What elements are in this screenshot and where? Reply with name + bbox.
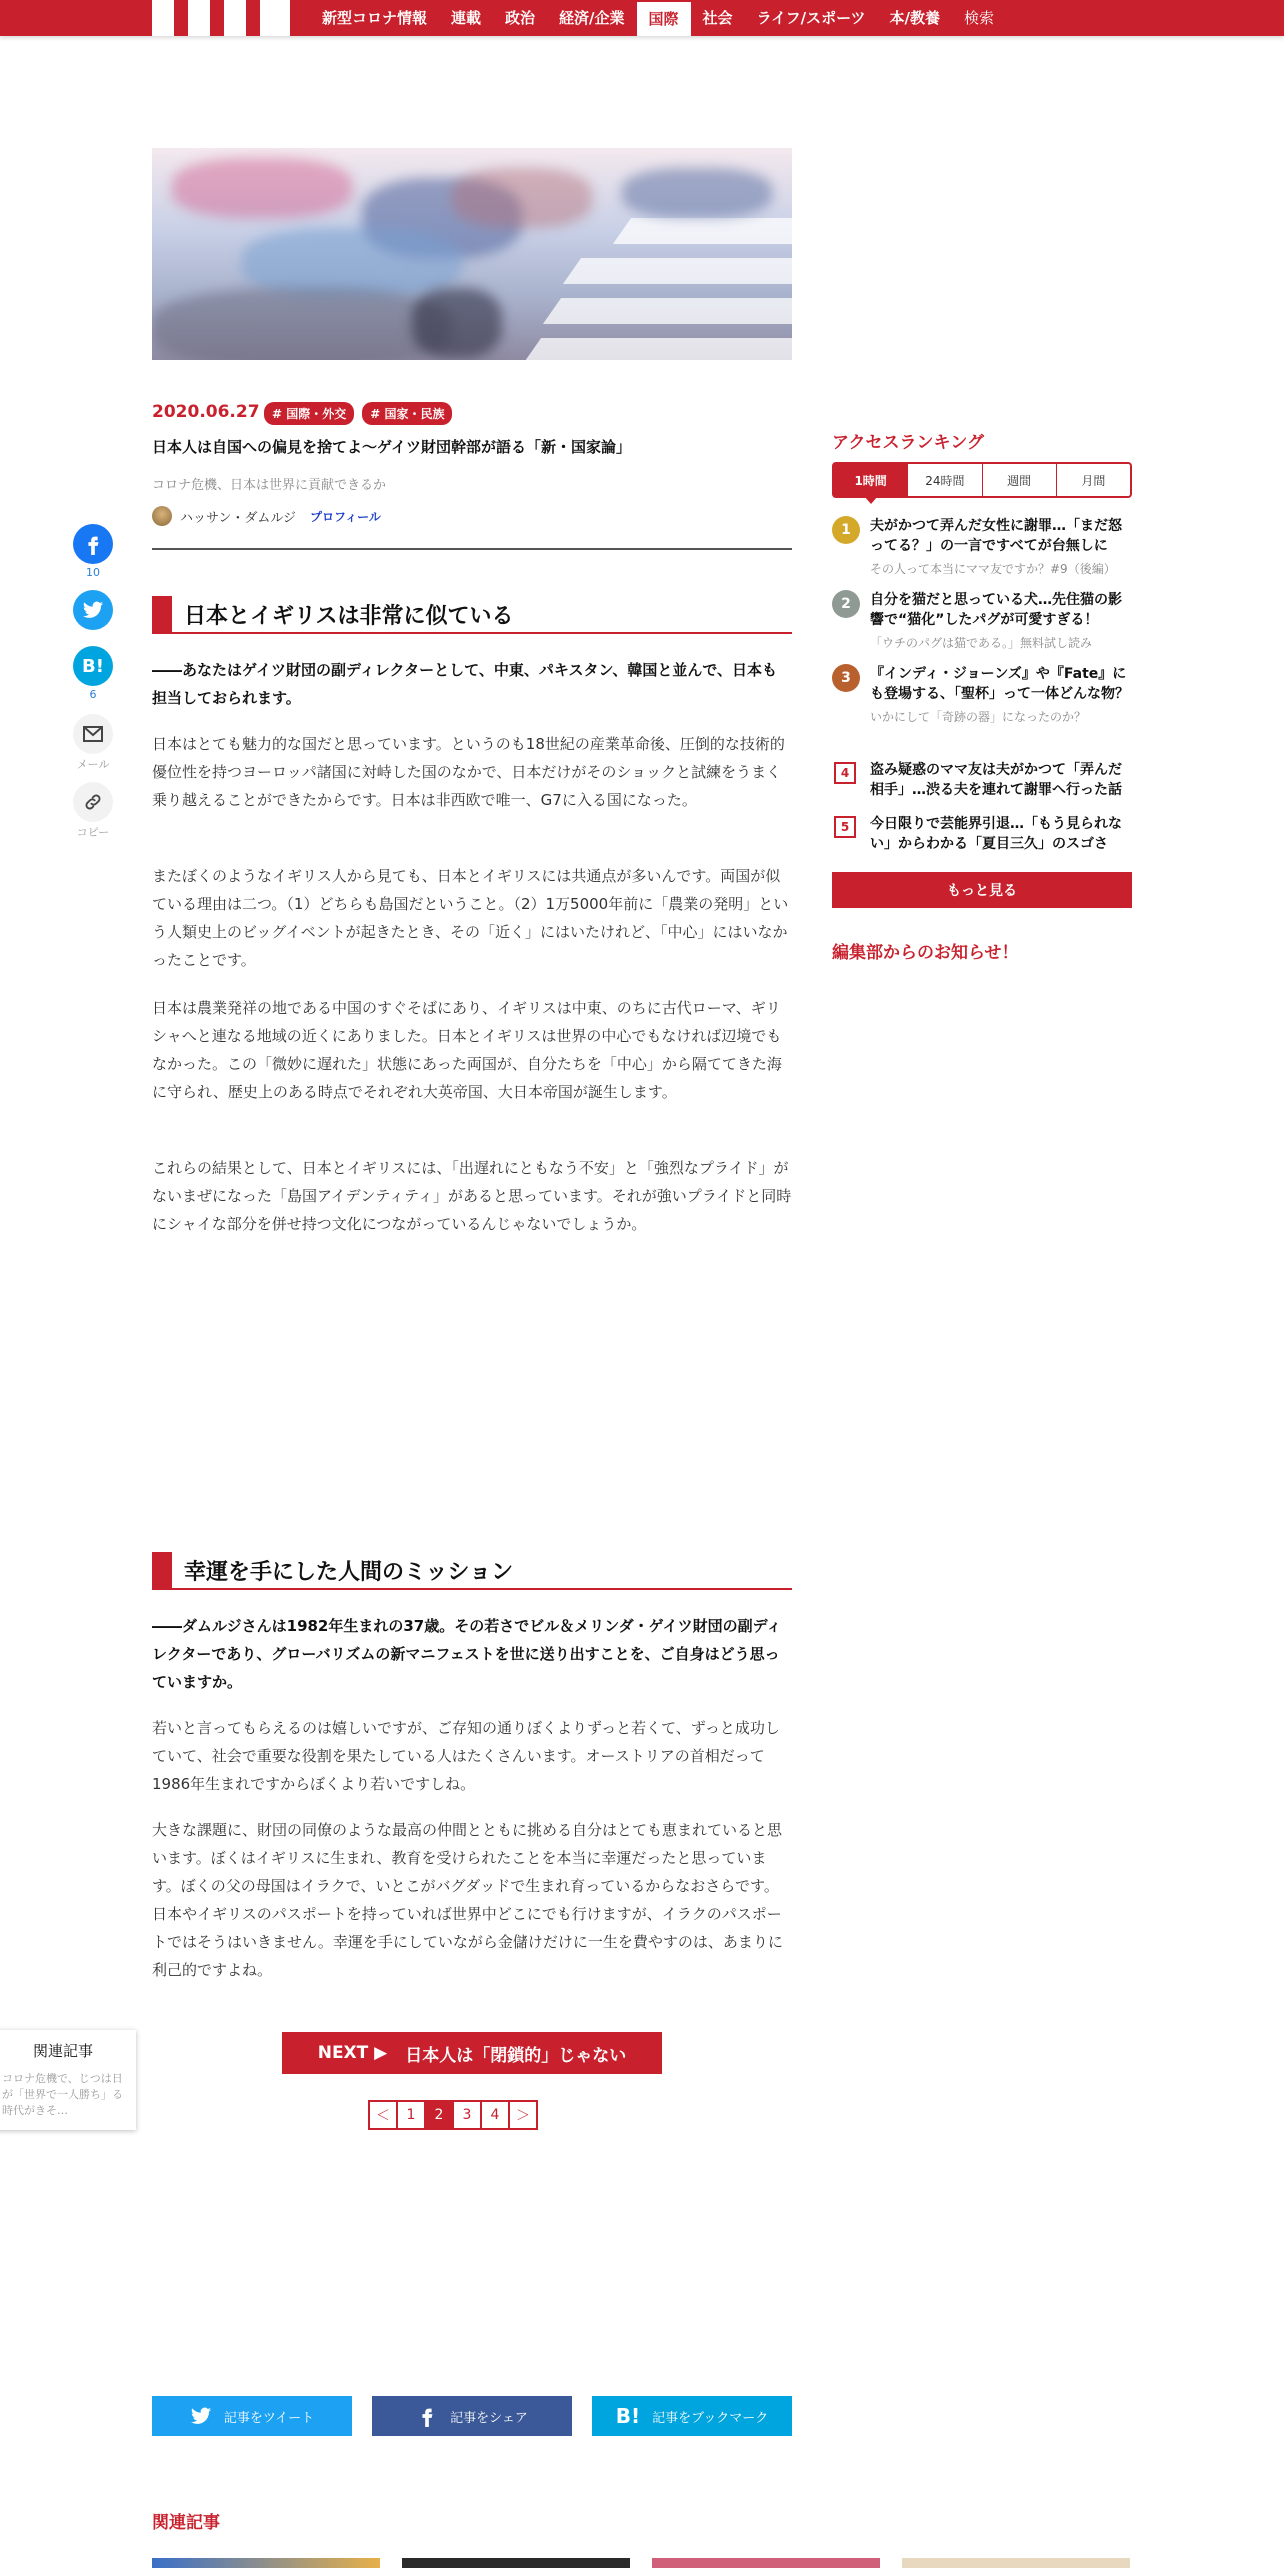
ranking-item-subtitle: その人って本当にママ友ですか？#9（後編） — [870, 562, 1116, 576]
related-popup-title: 関連記事 — [32, 2042, 93, 2060]
tab-weekly[interactable]: 週間 — [982, 464, 1056, 496]
facebook-icon[interactable] — [73, 524, 113, 564]
bookmark-article-button[interactable] — [592, 2396, 792, 2436]
rank-badge: 1 — [832, 516, 860, 544]
pager-next[interactable]: ＞ — [508, 2100, 538, 2130]
pager-page-1[interactable]: 1 — [396, 2100, 426, 2130]
interview-question: ――あなたはゲイツ財団の副ディレクターとして、中東、パキスタン、韓国と並んで、日本も担当しておられます。 — [152, 661, 778, 707]
pagination — [370, 2100, 538, 2130]
site-logo[interactable] — [152, 0, 290, 36]
article-paragraph: 日本は農業発祥の地である中国のすぐそばにあり、イギリスは中東、のちに古代ローマ、ギリシャへと連なる地域の近くにありました。日本とイギリスは世界の中心でもなければ辺境でもなかった。この「微妙に遅れた」状態にあった両国が、自分たちを「中心」から隔ててきた海に守られ、歴史上のある時点でそれぞれ大英帝国、大日本帝国が誕生します。 — [152, 999, 782, 1101]
next-page-button[interactable] — [282, 2032, 662, 2074]
pager-page-4[interactable]: 4 — [480, 2100, 510, 2130]
article-paragraph: 若いと言ってもらえるのは嬉しいですが、ご存知の通りぼくよりずっと若くて、ずっと成功していて、社会で重要な役割を果たしている人はたくさんいます。オーストリアの首相だって1986年生まれですからぼくより若いですしね。 — [152, 1719, 780, 1793]
tweet-article-button[interactable] — [152, 2396, 352, 2436]
tag-nation-ethnicity[interactable]: # 国家・民族 — [362, 402, 452, 425]
related-article-popup[interactable] — [0, 2030, 136, 2130]
ranking-item[interactable] — [832, 590, 1132, 651]
facebook-share-label: 記事をシェア — [450, 2410, 528, 2426]
ranking-tabs — [832, 462, 1132, 498]
ranking-item-title: 自分を猫だと思っている犬…先住猫の影響で“猫化”したパグが可愛すぎる！ — [870, 592, 1122, 628]
ranking-item[interactable] — [832, 664, 1132, 725]
heading-accent-bar — [152, 596, 172, 632]
rank-badge: 5 — [834, 816, 856, 838]
article-paragraph: これらの結果として、日本とイギリスには、「出遅れにともなう不安」と「強烈なプライド」がないまぜになった「島国アイデンティティ」があると思っています。それが強いプライドと同時にシャイな部分を併せ持つ文化につながっているんじゃないでしょうか。 — [152, 1159, 792, 1233]
nav-item-corona[interactable]: 新型コロナ情報 — [322, 9, 428, 27]
facebook-icon — [416, 2405, 438, 2427]
related-popup-text: コロナ危機で、じつは日が「世界で一人勝ち」る時代がきそ… — [2, 2072, 123, 2117]
bookmark-label: 記事をブックマーク — [652, 2410, 769, 2426]
section-heading-2 — [152, 1552, 792, 1590]
interview-question: ――ダムルジさんは1982年生まれの37歳。その若さでビル＆メリンダ・ゲイツ財団の副ディレクターであり、グローバリズムの新マニフェストを世に送り出すことを、ご自身はどう思っていますか。 — [152, 1617, 782, 1691]
ranking-title: アクセスランキング — [832, 433, 984, 453]
share-article-facebook-button[interactable] — [372, 2396, 572, 2436]
tab-monthly[interactable]: 月間 — [1056, 464, 1130, 496]
related-articles-title: 関連記事 — [152, 2513, 220, 2533]
share-copy[interactable] — [68, 782, 118, 840]
share-twitter[interactable] — [68, 590, 118, 630]
ranking-item-title: 今日限りで芸能界引退…「もう見られない」からわかる「夏目三久」のスゴさ — [870, 816, 1122, 852]
article-title: 日本人は自国への偏見を捨てよ〜ゲイツ財団幹部が語る「新・国家論」 — [152, 438, 631, 456]
nav-items — [310, 0, 1006, 36]
ranking-item[interactable] — [832, 516, 1132, 577]
author-avatar — [152, 506, 172, 526]
next-page-title: 日本人は「閉鎖的」じゃない — [405, 2045, 627, 2066]
pager-page-2-current[interactable]: 2 — [424, 2100, 454, 2130]
heading-accent-bar — [152, 1552, 172, 1588]
nav-item-series[interactable]: 連載 — [451, 9, 482, 27]
ranking-more-button[interactable]: もっと見る — [832, 872, 1132, 908]
nav-item-politics[interactable]: 政治 — [505, 9, 536, 27]
article-paragraph: 大きな課題に、財団の同僚のような最高の仲間とともに挑める自分はとても恵まれていると思います。ぼくはイギリスに生まれ、教育を受けられたことを本当に幸運だったと思っています。ぼくの父の母国はイラクで、いとこがバグダッドで生まれ育っているからなおさらです。日本やイギリスのパスポートを持っていれば世界中どこにでも行けますが、イラクのパスポートではそうはいきません。幸運を手にしていながら金儲けだけに一生を費やすのは、あまりに利己的ですよね。 — [152, 1821, 783, 1979]
share-facebook[interactable] — [68, 524, 118, 579]
tab-24hours[interactable]: 24時間 — [907, 464, 981, 496]
link-icon[interactable] — [73, 782, 113, 822]
rank-badge: 2 — [832, 590, 860, 618]
author-line — [152, 506, 381, 526]
tweet-label: 記事をツイート — [223, 2410, 315, 2426]
twitter-icon[interactable] — [73, 590, 113, 630]
nav-item-society[interactable]: 社会 — [702, 9, 733, 27]
rank-badge: 4 — [834, 762, 856, 784]
ranking-item[interactable] — [832, 814, 1132, 854]
related-thumb-1[interactable] — [152, 2558, 380, 2568]
section-heading-text: 日本とイギリスは非常に似ている — [184, 603, 514, 629]
rank-badge: 3 — [832, 664, 860, 692]
share-hatena[interactable] — [68, 646, 118, 701]
nav-item-international[interactable]: 国際 — [637, 2, 691, 36]
article-subtitle: コロナ危機、日本は世界に貢献できるか — [152, 478, 387, 493]
article-tags — [264, 402, 452, 425]
author-name[interactable]: ハッサン・ダムルジ — [180, 510, 297, 526]
hatena-share-count: 6 — [89, 688, 97, 701]
section-heading-text: 幸運を手にした人間のミッション — [184, 1559, 514, 1585]
hatena-bookmark-icon[interactable]: B! — [73, 646, 113, 686]
nav-search-button[interactable]: 検索 — [964, 9, 995, 27]
article-paragraph: またぼくのようなイギリス人から見ても、日本とイギリスには共通点が多いんです。両国が似ている理由は二つ。（1）どちらも島国だということ。（2）1万5000年前に「農業の発明」という人類史上のビッグイベントが起きたとき、その「近く」にはいたけれど、「中心」にはいなかったことです。 — [152, 867, 789, 969]
tag-international-diplomacy[interactable]: # 国際・外交 — [264, 402, 354, 425]
ranking-item-title: 『インディ・ジョーンズ』や『Fate』にも登場する、「聖杯」って一体どんな物？ — [870, 666, 1129, 702]
twitter-icon — [190, 2405, 212, 2427]
nav-item-life-sports[interactable]: ライフ/スポーツ — [756, 9, 866, 27]
facebook-share-count: 10 — [86, 566, 100, 579]
profile-link[interactable]: プロフィール — [310, 509, 381, 524]
related-thumb-4[interactable] — [902, 2558, 1130, 2568]
ranking-item-title: 夫がかつて弄んだ女性に謝罪…「まだ怒ってる？」の一言ですべてが台無しに — [870, 518, 1122, 554]
hatena-bookmark-icon: B! — [615, 2404, 641, 2428]
section-heading-1 — [152, 596, 792, 634]
tab-1hour[interactable]: 1時間 — [834, 464, 907, 496]
header-divider — [152, 548, 792, 550]
ranking-item-title: 盗み疑惑のママ友は夫がかつて「弄んだ相手」…渋る夫を連れて謝罪へ行った話 — [870, 762, 1122, 798]
ranking-item-subtitle: いかにして「奇跡の器」になったのか？ — [870, 710, 1087, 724]
article-paragraph: 日本はとても魅力的な国だと思っています。というのも18世紀の産業革命後、圧倒的な技術的優位性を持つヨーロッパ諸国に対峙した国のなかで、日本だけがそのショックと試練をうまく乗り越えることができたからです。日本は非西欧で唯一、G7に入る国になった。 — [152, 735, 785, 809]
hero-image-crosswalk-crowd — [152, 148, 792, 360]
related-thumb-2[interactable] — [402, 2558, 630, 2568]
article-date: 2020.06.27 — [152, 402, 260, 422]
share-mail[interactable] — [68, 714, 118, 772]
nav-item-books[interactable]: 本/教養 — [889, 9, 941, 27]
editorial-notice-title[interactable]: 編集部からのお知らせ！ — [832, 943, 1019, 963]
ranking-item-subtitle: 「ウチのパグは猫である。」無料試し読み — [870, 636, 1093, 650]
mail-label: メール — [76, 758, 110, 771]
top-nav — [0, 0, 1284, 36]
copy-label: コピー — [76, 826, 110, 839]
pager-prev[interactable]: ＜ — [368, 2100, 398, 2130]
related-thumb-3[interactable] — [652, 2558, 880, 2568]
mail-icon[interactable] — [73, 714, 113, 754]
pager-page-3[interactable]: 3 — [452, 2100, 482, 2130]
nav-item-economy[interactable]: 経済/企業 — [559, 9, 625, 27]
ranking-item[interactable] — [832, 760, 1132, 800]
next-prefix: NEXT ▶ — [317, 2043, 388, 2063]
